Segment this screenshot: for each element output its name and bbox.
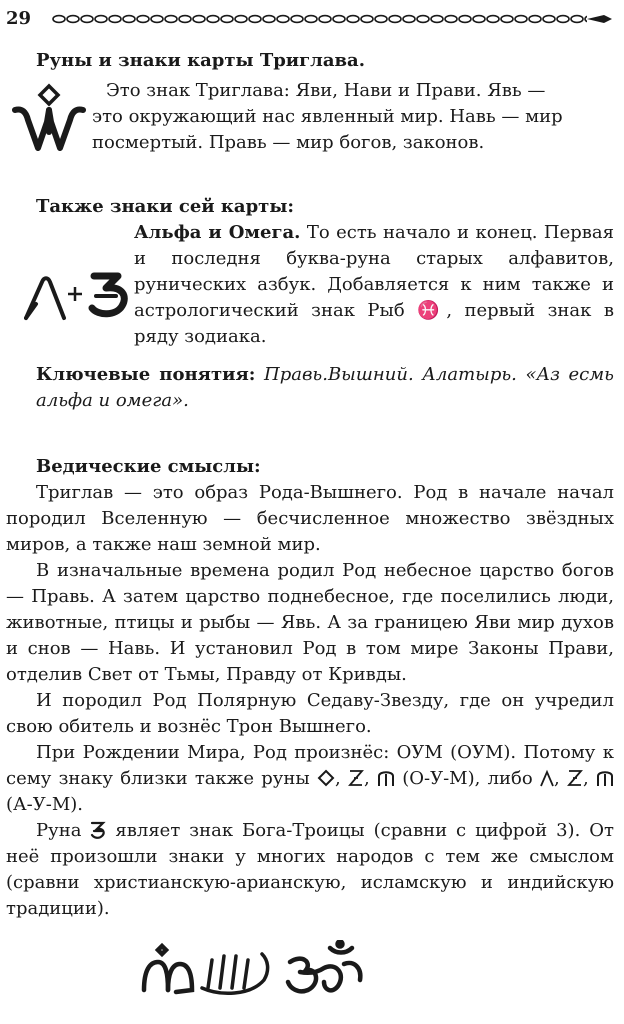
triglav-line-3: посмертый. Правь — мир богов, законов. [92, 132, 485, 153]
diamond-rune-icon [317, 769, 335, 787]
three-rune-icon [90, 821, 106, 839]
section-title-vedic: Ведические смыслы: [36, 456, 261, 477]
hourglass-rune-icon [348, 769, 364, 787]
tradition-symbols-icon [140, 940, 390, 1000]
hourglass-rune-icon-2 [567, 769, 583, 787]
vedic-p4-aum: (А-У-М). [6, 794, 84, 815]
arch-rune-icon-2 [596, 769, 614, 787]
key-concepts-value: Правь.Вышний. Алатырь. «Аз есмь альфа и омега». [36, 364, 614, 411]
lambda-rune-icon [540, 769, 554, 787]
page-content [6, 48, 614, 922]
key-concepts [6, 362, 614, 414]
key-concepts-label: Ключевые понятия: [36, 364, 256, 385]
vedic-p5-start: Руна [36, 820, 82, 841]
alpha-omega-title: Альфа и Омега. [134, 222, 301, 243]
alpha-omega-block [6, 220, 614, 350]
vedic-p4-start: При Рождении Мира, Род произнёс: ОУМ (ОУМ). Потому к сему знаку близки также руны [6, 742, 614, 789]
vedic-paragraph-2: В изначальные времена родил Род небесное царство богов — Правь. А затем царство поднебесное, где поселились люди, животные, птицы и рыбы — Явь. А за границею Яви мир духов и снов — Навь. И установил Род в том мире Законы Прави, отделив Свет от Тьмы, Правду от Кривды. [6, 560, 614, 685]
alpha-omega-description: То есть начало и конец. Первая и последня буква-руна старых алфавитов, рунических азбук. Добавляется к ним также и астрологический знак Рыб ♓, первый знак в ряду зодиака. [134, 222, 614, 347]
vedic-paragraph-1: Триглав — это образ Рода-Вышнего. Род в начале начал породил Вселенную — бесчисленное множество звёздных миров, а также наш земной мир. [6, 482, 614, 555]
om-symbol-icon [288, 942, 360, 992]
section-title-also: Также знаки сей карты: [36, 196, 295, 217]
vedic-paragraph-3: И породил Род Полярную Седаву-Звезду, где он учредил свою обитель и вознёс Трон Вышнего. [6, 690, 614, 737]
section-title-runes: Руны и знаки карты Триглава. [36, 50, 365, 71]
islamic-symbol-icon [202, 954, 268, 993]
vedic-paragraph-5 [6, 818, 614, 922]
christian-arian-symbol-icon [144, 946, 192, 992]
header-ornament [52, 12, 612, 26]
alpha-omega-text [134, 220, 614, 350]
vedic-paragraph-4: При Рождении Мира, Род произнёс: ОУМ (ОУМ). Потому к сему знаку близки также руны , , (О-У-М), либо , , (А-У-М). [6, 742, 614, 815]
vedic-p4-oum: (О-У-М), либо [402, 768, 533, 789]
triglav-line-1: Это знак Триглава: Яви, Нави и Прави. Явь — [106, 80, 546, 101]
arch-rune-icon [377, 769, 395, 787]
vedic-p5-rest: являет знак Бога-Троицы (сравни с цифрой 3). От неё произошли знаки у многих народов с тем же смыслом (сравни христианскую-арианскую, исламскую и индийскую традиции). [6, 820, 614, 919]
page-number: 29 [6, 8, 32, 29]
triglav-block [6, 78, 614, 194]
triglav-line-2: это окружающий нас явленный мир. Навь — мир [92, 106, 563, 127]
triglav-rune-icon [12, 82, 86, 156]
alpha-omega-runes-icon [24, 270, 136, 324]
